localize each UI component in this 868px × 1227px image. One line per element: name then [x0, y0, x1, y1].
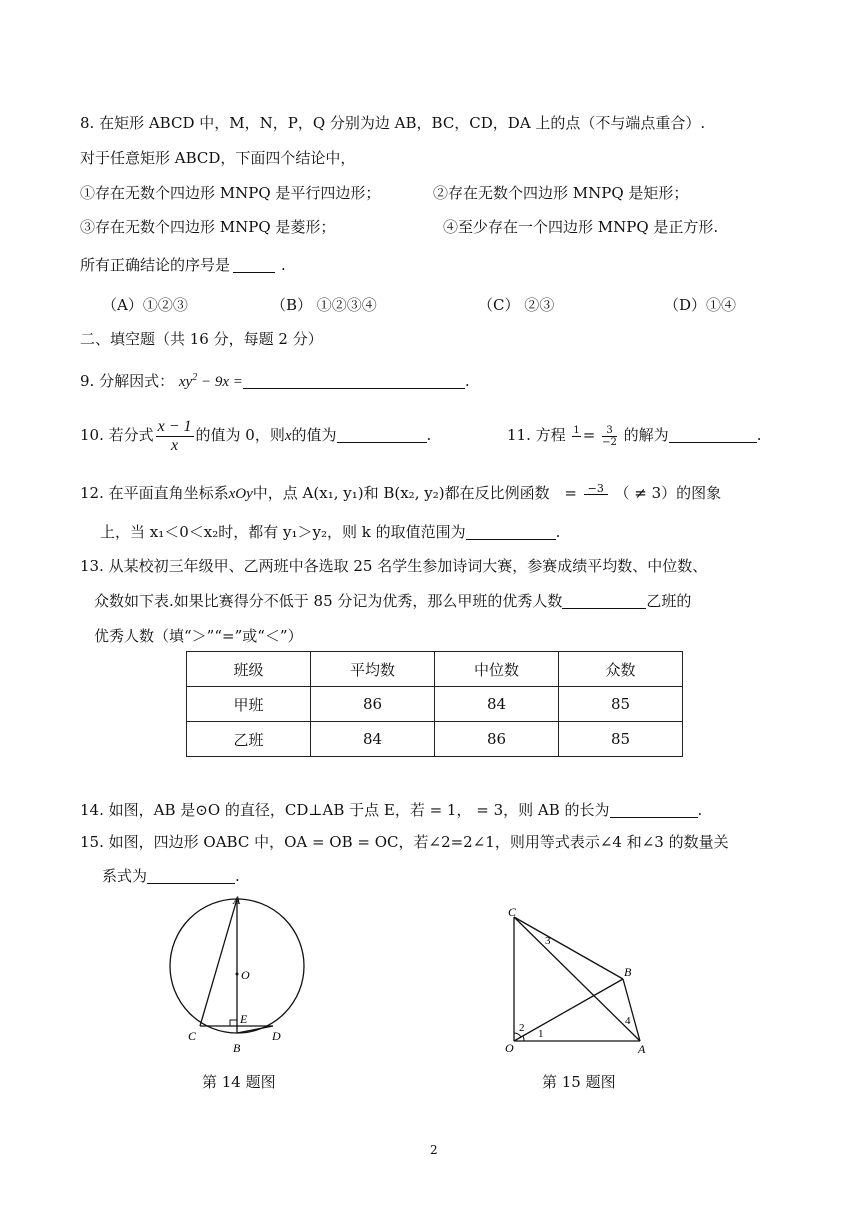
answer-blank[interactable]	[147, 868, 235, 884]
q12-line1	[80, 478, 721, 509]
q11-f1-numerator: 1	[573, 424, 580, 436]
q13-line2-text: 众数如下表.如果比赛得分不低于 85 分记为优秀，那么甲班的优秀人数	[94, 592, 563, 610]
q12-text-b: 中，点 A(x₁, y₁)和 B(x₂, y₂)都在反比例函数	[252, 484, 550, 502]
q10-prefix: 10. 若分式	[80, 426, 154, 444]
q9-expr-b: − 9x =	[197, 374, 243, 390]
q15-line2	[102, 866, 240, 886]
q14-end: .	[697, 801, 703, 819]
answer-blank[interactable]	[669, 427, 757, 443]
q9-expr	[179, 374, 243, 390]
score-table	[186, 651, 683, 757]
q10-end: .	[426, 426, 432, 444]
q11-f2-numerator: 3	[602, 425, 617, 437]
table-cell: 乙班	[187, 722, 311, 757]
q10-suffix: 的值为	[291, 426, 337, 444]
table-cell: 甲班	[187, 687, 311, 722]
q8-conclusion-1: ①存在无数个四边形 MNPQ 是平行四边形；	[80, 184, 381, 202]
label-o: O	[241, 968, 250, 982]
label-a: A	[233, 893, 241, 907]
label-o: O	[505, 1041, 514, 1055]
table-cell: 85	[559, 722, 683, 757]
q10-fraction-numerator: x − 1	[157, 417, 192, 435]
q14	[80, 800, 702, 820]
q8-line2: 对于任意矩形 ABCD，下面四个结论中，	[80, 149, 356, 167]
q11-f1-denominator	[572, 437, 580, 448]
q14-text: 14. 如图，AB 是⊙O 的直径，CD⊥AB 于点 E，若 = 1， = 3，则 AB 的长为	[80, 801, 610, 819]
q15-line2-text: 系式为	[102, 867, 148, 885]
q8-conclusion-4: ④至少存在一个四边形 MNPQ 是正方形.	[443, 218, 719, 236]
q13-line2	[94, 591, 691, 611]
label-c: C	[188, 1029, 197, 1043]
q8-option-c[interactable]: （C） ②③	[478, 296, 555, 314]
q15-line1: 15. 如图，四边形 OABC 中，OA = OB = OC，若∠2=2∠1，则用等式表示∠4 和∠3 的数量关	[80, 833, 729, 851]
angle-3-label: 3	[545, 935, 551, 947]
table-header-cell: 众数	[559, 652, 683, 687]
angle-1-label: 1	[538, 1028, 544, 1040]
q9-expr-a: xy	[178, 374, 193, 390]
q11-fraction-left	[572, 425, 580, 448]
right-angle-mark	[230, 1020, 237, 1026]
answer-blank[interactable]	[562, 593, 646, 609]
q11-equals: =	[582, 426, 596, 444]
label-d: D	[272, 1029, 281, 1043]
angle-2-label: 2	[519, 1022, 525, 1034]
answer-blank[interactable]	[337, 427, 427, 443]
figure-15-caption: 第 15 题图	[542, 1073, 616, 1091]
q11-end: .	[756, 426, 762, 444]
table-row	[187, 687, 683, 722]
segment-cb	[514, 917, 623, 979]
q12-var: xOy	[228, 486, 253, 502]
table-cell: 84	[435, 687, 559, 722]
q8-conclusion-2: ②存在无数个四边形 MNPQ 是矩形；	[433, 184, 689, 202]
label-c: C	[508, 905, 517, 919]
q13-line2-tail: 乙班的	[646, 592, 692, 610]
q12-func-denominator	[584, 495, 608, 506]
q8-conclusion-3: ③存在无数个四边形 MNPQ 是菱形；	[80, 218, 336, 236]
q12-func-equals: =	[564, 484, 577, 502]
answer-blank[interactable]	[466, 524, 556, 540]
figure-14	[160, 890, 320, 1060]
q12-func-fraction	[584, 483, 608, 506]
diagonal-ob	[514, 979, 623, 1041]
label-a: A	[638, 1042, 646, 1056]
q11	[507, 415, 761, 455]
label-b: B	[624, 965, 632, 979]
table-cell: 85	[559, 687, 683, 722]
segment-ac	[200, 899, 237, 1026]
q8-prompt	[80, 255, 286, 275]
q13-line3: 优秀人数（填“＞”“=”或“＜”）	[94, 627, 303, 645]
table-header-cell: 平均数	[311, 652, 435, 687]
q8-option-a[interactable]: （A）①②③	[102, 296, 188, 314]
figure-14-caption: 第 14 题图	[202, 1073, 276, 1091]
figure-15	[498, 898, 658, 1060]
q9	[80, 368, 470, 392]
q10	[80, 415, 431, 456]
q9-end: .	[464, 372, 470, 390]
q9-prefix: 9. 分解因式：	[80, 372, 175, 390]
segment-ba	[623, 979, 640, 1041]
q10-var: x	[284, 428, 292, 444]
q12-line2-text: 上，当 x₁＜0＜x₂时，都有 y₁＞y₂，则 k 的取值范围为	[100, 523, 466, 541]
q15-end: .	[235, 867, 240, 885]
q13-line1: 13. 从某校初三年级甲、乙两班中各选取 25 名学生参加诗词大赛，参赛成绩平均数、中位数、	[80, 557, 708, 575]
q8-prompt-end: .	[281, 256, 286, 274]
segment-bd	[237, 1026, 273, 1033]
q12-text-a: 12. 在平面直角坐标系	[80, 484, 229, 502]
q12-line2-end: .	[555, 523, 561, 541]
table-row	[187, 722, 683, 757]
answer-blank[interactable]	[233, 257, 275, 273]
q12-func-condition: （ ≠ 3）的图象	[614, 484, 722, 502]
table-header-cell: 班级	[187, 652, 311, 687]
table-cell: 84	[311, 722, 435, 757]
q12-line2	[100, 522, 560, 542]
page-number: 2	[430, 1143, 438, 1157]
q12-func-numerator: −3	[584, 483, 608, 495]
q8-line1: 8. 在矩形 ABCD 中，M，N，P，Q 分别为边 AB，BC，CD，DA 上的点（不与端点重合）.	[80, 114, 706, 132]
q8-option-d[interactable]: （D）①④	[664, 296, 737, 314]
answer-blank[interactable]	[610, 802, 698, 818]
label-b: B	[233, 1041, 241, 1055]
label-e: E	[240, 1012, 248, 1026]
q11-prefix: 11. 方程	[507, 426, 566, 444]
q8-prompt-text: 所有正确结论的序号是	[80, 256, 231, 274]
angle-4-label: 4	[625, 1015, 631, 1027]
q9-exponent: 2	[192, 372, 198, 383]
table-header-row	[187, 652, 683, 687]
q10-fraction-denominator: x	[171, 436, 179, 454]
section-heading: 二、填空题（共 16 分，每题 2 分）	[80, 330, 323, 348]
table-header-cell: 中位数	[435, 652, 559, 687]
q11-f2-denominator: −2	[602, 436, 617, 448]
table-cell: 86	[311, 687, 435, 722]
q11-suffix: 的解为	[623, 426, 669, 444]
answer-blank[interactable]	[243, 373, 465, 389]
table-cell: 86	[435, 722, 559, 757]
q11-fraction-right	[602, 425, 617, 448]
angle-1-arc	[523, 1036, 524, 1041]
diagonal-ca	[514, 917, 640, 1041]
q8-option-b[interactable]: （B） ①②③④	[271, 296, 377, 314]
q10-fraction	[156, 418, 194, 455]
center-point	[236, 973, 239, 976]
q10-mid: 的值为 0，则	[195, 426, 285, 444]
